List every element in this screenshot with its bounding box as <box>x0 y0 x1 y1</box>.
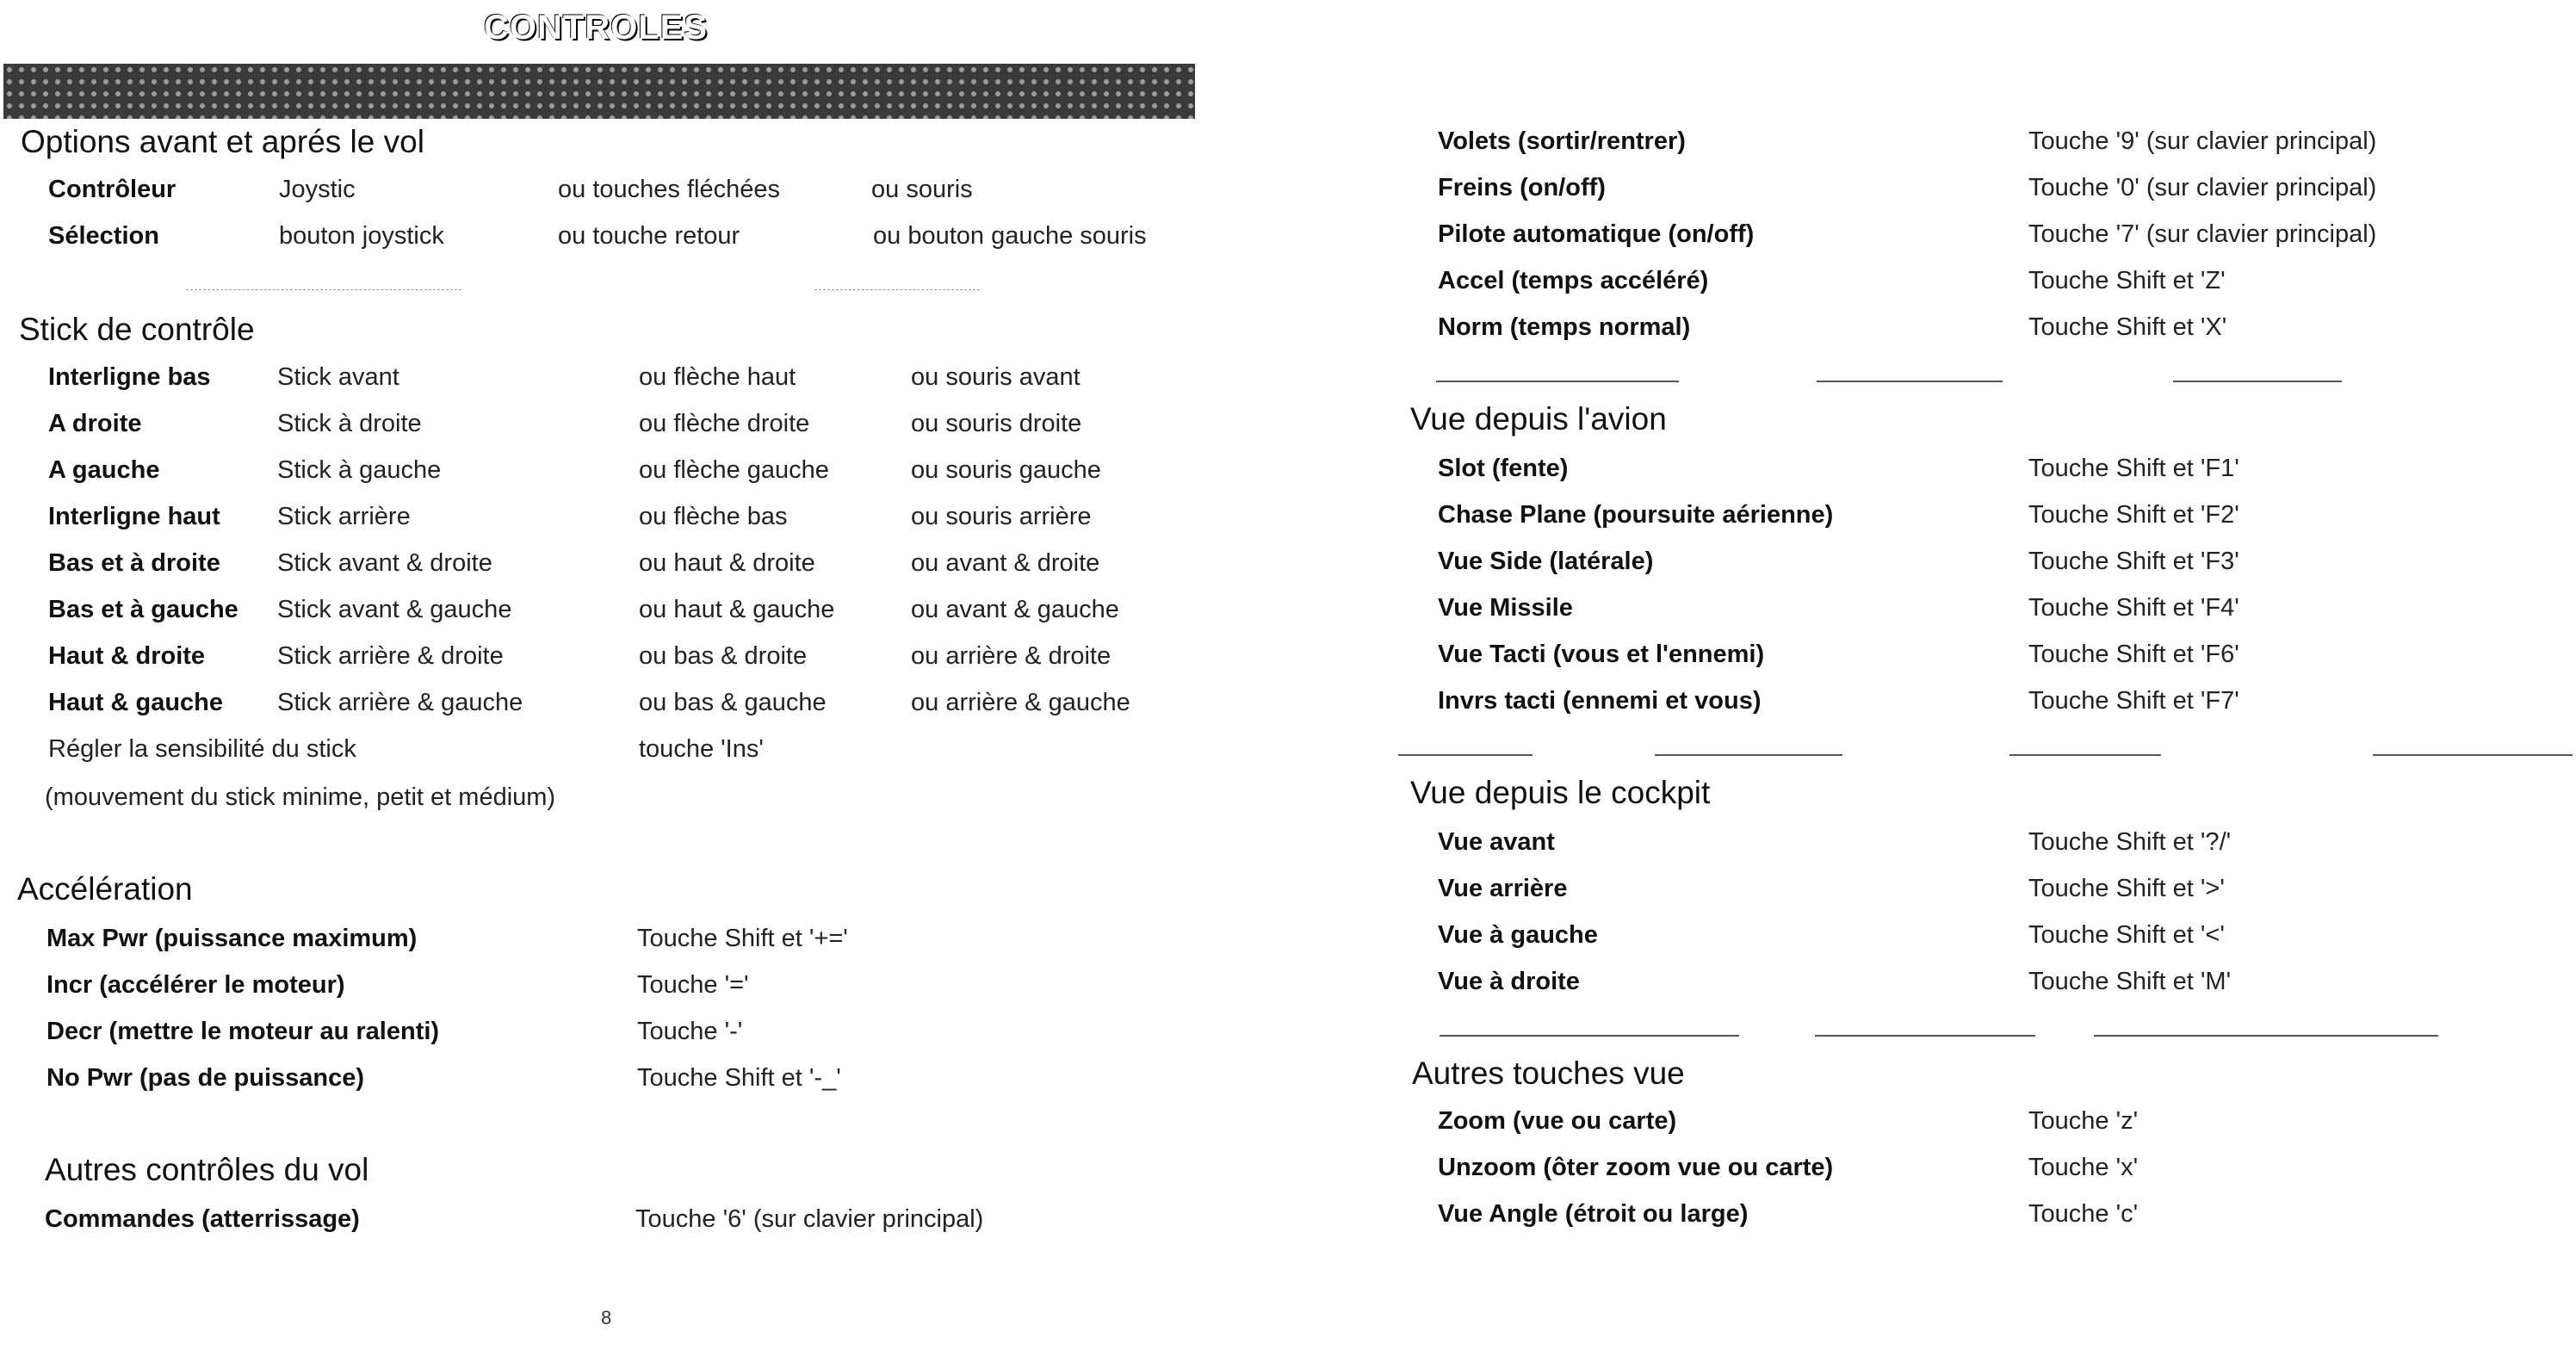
options-label: Sélection <box>48 222 159 250</box>
cockpit-view-title: Vue depuis le cockpit <box>1410 775 1711 810</box>
plane-view-title: Vue depuis l'avion <box>1410 401 1667 437</box>
stick-label: Haut & droite <box>48 642 206 670</box>
other-view-key: Touche 'c' <box>2028 1200 2139 1228</box>
options-label: Contrôleur <box>48 176 176 203</box>
divider <box>1436 381 1679 382</box>
divider <box>2009 754 2161 756</box>
top-label: Volets (sortir/rentrer) <box>1438 127 1686 155</box>
banner-title-box <box>0 0 1192 55</box>
cockpit-view-label: Vue à gauche <box>1438 921 1598 949</box>
accel-key: Touche '=' <box>637 971 749 999</box>
top-key: Touche Shift et 'X' <box>2028 313 2227 341</box>
stick-label: Haut & gauche <box>48 689 224 716</box>
accel-label: Decr (mettre le moteur au ralenti) <box>46 1018 440 1045</box>
other-view-label: Vue Angle (étroit ou large) <box>1438 1200 1749 1228</box>
banner-title: CONTROLES <box>483 8 709 46</box>
stick-label: Interligne bas <box>48 363 211 391</box>
plane-view-label: Vue Side (latérale) <box>1438 548 1654 575</box>
divider <box>1440 1035 1739 1037</box>
stick-c2: ou flèche haut <box>639 363 796 391</box>
stick-label: Bas et à gauche <box>48 596 238 623</box>
stick-c2: ou flèche bas <box>639 503 788 530</box>
stick-c2: ou flèche gauche <box>639 456 829 484</box>
stick-c2: ou flèche droite <box>639 410 810 437</box>
cockpit-view-label: Vue arrière <box>1438 875 1568 902</box>
plane-view-key: Touche Shift et 'F6' <box>2028 641 2239 668</box>
divider <box>2373 754 2573 756</box>
stick-c1: Stick arrière <box>277 503 411 530</box>
sensitivity-label: Régler la sensibilité du stick <box>48 735 356 763</box>
plane-view-label: Slot (fente) <box>1438 455 1569 482</box>
options-c2: ou touches fléchées <box>558 176 780 203</box>
stick-c1: Stick avant <box>277 363 399 391</box>
options-c1: bouton joystick <box>279 222 444 250</box>
accel-key: Touche '-' <box>637 1018 743 1045</box>
other-view-key: Touche 'x' <box>2028 1154 2139 1181</box>
stick-c3: ou souris arrière <box>911 503 1092 530</box>
stick-c1: Stick avant & gauche <box>277 596 512 623</box>
plane-view-label: Invrs tacti (ennemi et vous) <box>1438 687 1762 715</box>
divider <box>1398 754 1533 756</box>
top-key: Touche Shift et 'Z' <box>2028 267 2226 294</box>
other-view-key: Touche 'z' <box>2028 1107 2139 1135</box>
cockpit-view-label: Vue à droite <box>1438 968 1580 995</box>
divider <box>2094 1035 2438 1037</box>
options-c3: ou bouton gauche souris <box>873 222 1147 250</box>
accel-label: Incr (accélérer le moteur) <box>46 971 345 999</box>
stick-c3: ou arrière & droite <box>911 642 1112 670</box>
top-key: Touche '9' (sur clavier principal) <box>2028 127 2377 155</box>
cockpit-view-label: Vue avant <box>1438 828 1555 856</box>
stick-c1: Stick à droite <box>277 410 422 437</box>
stick-c1: Stick arrière & gauche <box>277 689 523 716</box>
stick-c2: ou bas & gauche <box>639 689 827 716</box>
top-label: Accel (temps accéléré) <box>1438 267 1709 294</box>
stick-label: Bas et à droite <box>48 549 220 577</box>
stick-c3: ou avant & droite <box>911 549 1100 577</box>
divider <box>1815 1035 2035 1037</box>
cockpit-view-key: Touche Shift et '<' <box>2028 921 2225 949</box>
plane-view-key: Touche Shift et 'F2' <box>2028 501 2239 529</box>
cockpit-view-key: Touche Shift et '>' <box>2028 875 2225 902</box>
divider <box>1817 381 2003 382</box>
options-c1: Joystic <box>279 176 356 203</box>
other-view-label: Zoom (vue ou carte) <box>1438 1107 1677 1135</box>
cockpit-view-key: Touche Shift et '?/' <box>2028 828 2232 856</box>
stick-c2: ou haut & gauche <box>639 596 835 623</box>
accel-label: No Pwr (pas de puissance) <box>46 1064 365 1092</box>
cockpit-view-key: Touche Shift et 'M' <box>2028 968 2232 995</box>
options-c2: ou touche retour <box>558 222 740 250</box>
stick-c1: Stick à gauche <box>277 456 442 484</box>
plane-view-label: Vue Tacti (vous et l'ennemi) <box>1438 641 1765 668</box>
stick-label: A gauche <box>48 456 160 484</box>
stick-c2: ou haut & droite <box>639 549 815 577</box>
top-label: Pilote automatique (on/off) <box>1438 220 1755 248</box>
top-label: Freins (on/off) <box>1438 174 1606 201</box>
stick-c2: ou bas & droite <box>639 642 808 670</box>
stick-c3: ou souris gauche <box>911 456 1101 484</box>
stick-label: A droite <box>48 410 142 437</box>
stick-c3: ou souris droite <box>911 410 1082 437</box>
stick-c3: ou souris avant <box>911 363 1081 391</box>
other-flight-title: Autres contrôles du vol <box>45 1152 369 1187</box>
sensitivity-key: touche 'Ins' <box>639 735 764 763</box>
top-label: Norm (temps normal) <box>1438 313 1691 341</box>
divider <box>186 289 461 290</box>
plane-view-key: Touche Shift et 'F7' <box>2028 687 2239 715</box>
options-c3: ou souris <box>871 176 973 203</box>
stick-title: Stick de contrôle <box>19 312 255 347</box>
other-flight-label: Commandes (atterrissage) <box>45 1205 360 1233</box>
accel-key: Touche Shift et '-_' <box>637 1064 841 1092</box>
stick-label: Interligne haut <box>48 503 220 530</box>
top-key: Touche '7' (sur clavier principal) <box>2028 220 2377 248</box>
page-number: 8 <box>601 1307 612 1328</box>
accel-title: Accélération <box>17 871 193 907</box>
options-title: Options avant et aprés le vol <box>21 124 424 159</box>
plane-view-key: Touche Shift et 'F4' <box>2028 594 2239 622</box>
other-view-label: Unzoom (ôter zoom vue ou carte) <box>1438 1154 1834 1181</box>
accel-label: Max Pwr (puissance maximum) <box>46 925 418 952</box>
stick-c3: ou arrière & gauche <box>911 689 1130 716</box>
accel-key: Touche Shift et '+=' <box>637 925 848 952</box>
other-view-title: Autres touches vue <box>1412 1056 1685 1091</box>
section-banner <box>3 64 1195 119</box>
stick-c1: Stick avant & droite <box>277 549 492 577</box>
top-key: Touche '0' (sur clavier principal) <box>2028 174 2377 201</box>
plane-view-key: Touche Shift et 'F3' <box>2028 548 2239 575</box>
other-flight-key: Touche '6' (sur clavier principal) <box>635 1205 984 1233</box>
divider <box>1655 754 1842 756</box>
stick-c1: Stick arrière & droite <box>277 642 504 670</box>
stick-c3: ou avant & gauche <box>911 596 1119 623</box>
plane-view-label: Vue Missile <box>1438 594 1573 622</box>
divider <box>2173 381 2342 382</box>
divider <box>814 289 980 290</box>
plane-view-label: Chase Plane (poursuite aérienne) <box>1438 501 1834 529</box>
plane-view-key: Touche Shift et 'F1' <box>2028 455 2239 482</box>
sensitivity-note: (mouvement du stick minime, petit et médium) <box>45 783 556 811</box>
